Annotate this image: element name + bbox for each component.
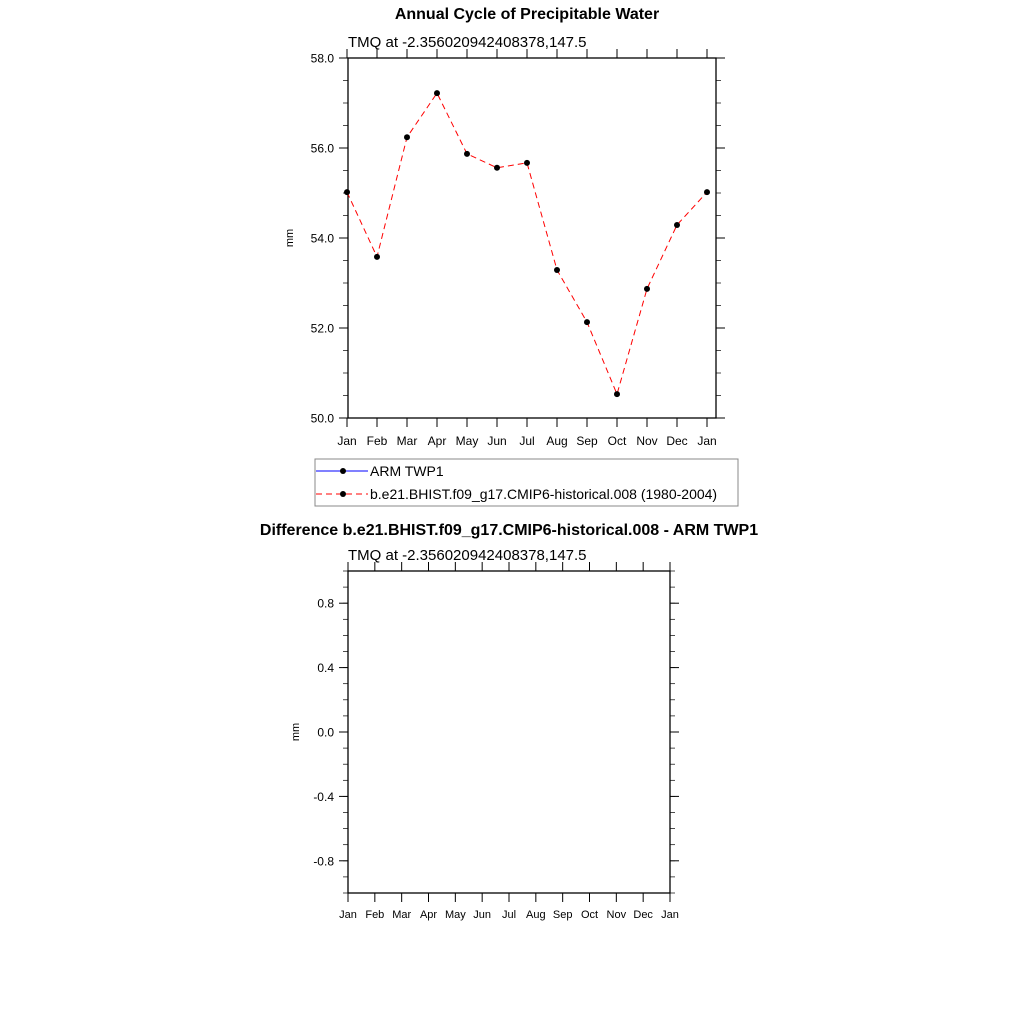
top-y-axis-label: mm bbox=[284, 228, 296, 248]
x-tick-label: Jan bbox=[661, 909, 679, 921]
y-tick-label: 0.0 bbox=[317, 725, 334, 740]
data-point bbox=[614, 391, 620, 397]
y-tick-label: -0.4 bbox=[313, 789, 334, 804]
y-tick-label: 54.0 bbox=[310, 231, 334, 246]
legend-marker-model bbox=[340, 491, 346, 497]
y-tick-label: 52.0 bbox=[310, 321, 334, 336]
data-point bbox=[494, 165, 500, 171]
data-point bbox=[554, 267, 560, 273]
x-tick-label: Oct bbox=[607, 434, 627, 448]
data-point bbox=[464, 151, 470, 157]
x-tick-label: Jan bbox=[697, 434, 717, 448]
x-tick-label: Apr bbox=[419, 909, 438, 921]
data-point bbox=[644, 286, 650, 292]
x-tick-label: Jan bbox=[337, 434, 357, 448]
legend-label-arm: ARM TWP1 bbox=[370, 463, 444, 479]
data-point bbox=[524, 160, 530, 166]
x-tick-label: Jan bbox=[339, 909, 357, 921]
data-point bbox=[374, 254, 380, 260]
x-tick-label: Dec bbox=[633, 909, 653, 921]
legend-marker-arm bbox=[340, 468, 346, 474]
x-tick-label: Aug bbox=[546, 434, 568, 448]
y-tick-label: 0.8 bbox=[317, 596, 334, 611]
bottom-chart-title: Difference b.e21.BHIST.f09_g17.CMIP6-historical.008 - ARM TWP1 bbox=[259, 522, 759, 539]
x-tick-label: Sep bbox=[552, 909, 573, 921]
x-tick-label: Mar bbox=[396, 434, 418, 448]
x-tick-label: Jul bbox=[501, 909, 517, 921]
bottom-chart-subtitle: TMQ at -2.356020942408378,147.5 bbox=[348, 547, 587, 564]
legend bbox=[315, 459, 738, 506]
x-tick-label: Apr bbox=[427, 434, 447, 448]
y-tick-label: -0.8 bbox=[313, 854, 334, 869]
x-tick-label: Jun bbox=[473, 909, 492, 921]
legend-label-model: b.e21.BHIST.f09_g17.CMIP6-historical.008 (1980-2004) bbox=[370, 486, 718, 502]
top-chart-subtitle: TMQ at -2.356020942408378,147.5 bbox=[348, 34, 587, 51]
y-tick-label: 50.0 bbox=[310, 411, 334, 426]
x-tick-label: Jun bbox=[487, 434, 507, 448]
x-tick-label: Mar bbox=[392, 909, 412, 921]
x-tick-label: Aug bbox=[526, 909, 546, 921]
y-tick-label: 0.4 bbox=[317, 661, 334, 676]
plot-frame bbox=[348, 58, 716, 418]
bottom-y-axis-label: mm bbox=[290, 722, 302, 742]
data-point bbox=[584, 319, 590, 325]
series-line bbox=[347, 93, 707, 394]
x-tick-label: May bbox=[444, 909, 466, 921]
x-tick-label: May bbox=[455, 434, 479, 448]
data-point bbox=[704, 189, 710, 195]
top-chart-title: Annual Cycle of Precipitable Water bbox=[394, 6, 660, 23]
x-tick-label: Oct bbox=[580, 909, 599, 921]
x-tick-label: Dec bbox=[666, 434, 688, 448]
y-tick-label: 56.0 bbox=[310, 141, 334, 156]
x-tick-label: Nov bbox=[636, 434, 658, 448]
data-point bbox=[404, 134, 410, 140]
top-plot-area bbox=[311, 49, 725, 448]
y-tick-label: 58.0 bbox=[310, 51, 334, 66]
bottom-plot-area bbox=[313, 562, 679, 921]
x-tick-label: Nov bbox=[606, 909, 627, 921]
data-point bbox=[434, 90, 440, 96]
x-tick-label: Feb bbox=[366, 434, 388, 448]
data-point bbox=[344, 189, 350, 195]
x-tick-label: Sep bbox=[576, 434, 598, 448]
x-tick-label: Feb bbox=[365, 909, 385, 921]
plot-frame bbox=[348, 571, 670, 893]
data-point bbox=[674, 222, 680, 228]
x-tick-label: Jul bbox=[519, 434, 535, 448]
